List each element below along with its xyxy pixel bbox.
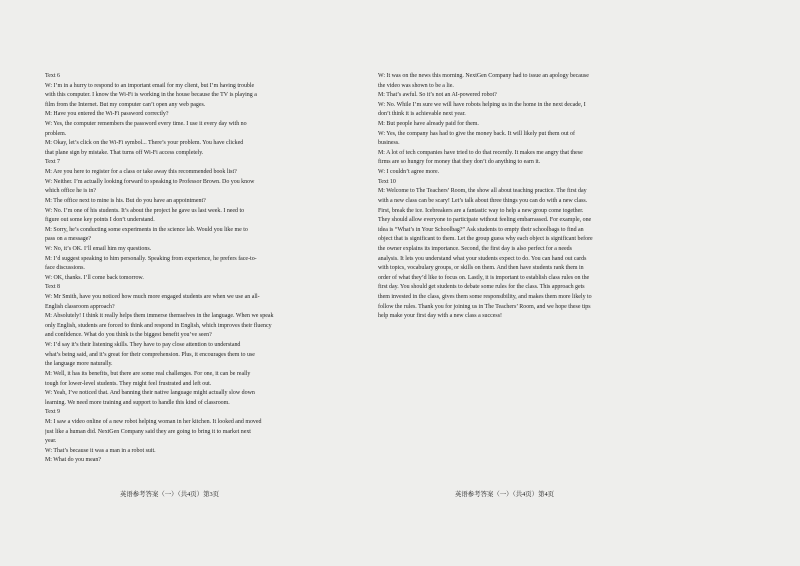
- page-footer-right: 英语参考答案（一）（共4页）第4页: [455, 491, 555, 498]
- left-column: [45, 72, 375, 466]
- text-line: M: The office next to mine is his. But do you have an appointment?: [45, 197, 206, 204]
- text-line: and confidence. What do you think is the biggest benefit you’ve seen?: [45, 332, 212, 339]
- text-line: W: No. I’m one of his students. It’s about the project he gave us last week. I need to: [45, 207, 245, 214]
- text-line: firms are so hungry for money that they don’t do anything to earn it.: [378, 159, 541, 166]
- text-line: First, break the ice. Icebreakers are a fantastic way to help a new group come together.: [378, 207, 584, 214]
- text-line: analysis. It lets you understand what your students expect to do. You can hand out cards: [378, 255, 587, 262]
- page-footer-left: 英语参考答案（一）（共4页）第3页: [120, 491, 220, 498]
- text-line: them invested in the class, gives them some responsibility, and makes them more likely to: [378, 294, 592, 301]
- text-line: W: That’s because it was a man in a robot suit.: [45, 447, 156, 454]
- text-line: M: Sorry, he’s conducting some experiments in the science lab. Would you like me to: [45, 226, 248, 233]
- text-line: M: I saw a video online of a new robot helping woman in her kitchen. It looked and moved: [45, 418, 262, 425]
- text-line: the owner explains its importance. Second, the first day is also perfect for a needs: [378, 245, 572, 252]
- text-line: what’s being said, and it’s great for their comprehension. Plus, it encourages them to use: [45, 351, 255, 358]
- section-heading: Text 9: [45, 409, 60, 416]
- text-line: W: Neither. I’m actually looking forward to speaking to Professor Brown. Do you know: [45, 178, 255, 185]
- text-line: M: Welcome to The Teachers’ Room, the show all about teaching practice. The first day: [378, 188, 587, 195]
- text-line: business.: [378, 140, 400, 147]
- section-heading: Text 7: [45, 159, 60, 166]
- text-line: They should allow everyone to participate without feeling embarrassed. For example, one: [378, 217, 592, 224]
- text-line: W: It was on the news this morning. NextGen Company had to issue an apology because: [378, 73, 589, 79]
- text-line: help make your first day with a new class a success!: [378, 313, 502, 320]
- text-line: W: No, it’s OK. I’ll email him my questions.: [45, 245, 152, 252]
- text-line: M: I’d suggest speaking to him personally. Speaking from experience, he prefers face-to-: [45, 255, 257, 262]
- text-line: pass on a message?: [45, 236, 92, 243]
- text-line: M: Are you here to register for a class or take away this recommended book list?: [45, 169, 237, 176]
- section-heading: Text 10: [378, 178, 396, 185]
- text-line: W: I’d say it’s their listening skills. They have to pay close attention to understand: [45, 342, 241, 349]
- text-line: with topics, vocabulary groups, or skills on them. And then have students rank them in: [378, 265, 584, 272]
- text-line: M: A lot of tech companies have tried to do that recently. It makes me angry that these: [378, 149, 583, 156]
- text-line: M: That’s awful. So it’s not an AI-powered robot?: [378, 92, 497, 99]
- text-line: follow the rules. Thank you for joining us in The Teachers’ Room, and we hope these tips: [378, 303, 591, 310]
- text-line: year.: [45, 438, 57, 445]
- text-line: M: Well, it has its benefits, but there are some real challenges. For one, it can be really: [45, 370, 251, 377]
- text-line: W: Yes, the computer remembers the password every time. I use it every day with no: [45, 121, 247, 128]
- text-line: M: Absolutely! I think it really helps them immerse themselves in the language. When we speak: [45, 313, 274, 320]
- text-line: English classroom approach?: [45, 303, 115, 310]
- text-line: W: I couldn’t agree more.: [378, 169, 440, 176]
- text-line: the language more naturally.: [45, 361, 113, 368]
- text-line: W: I’m in a hurry to respond to an important email for my client, but I’m having trouble: [45, 82, 255, 89]
- text-line: M: Okay, let’s click on the Wi-Fi symbol... There’s your problem. You have clicked: [45, 140, 244, 147]
- text-line: face discussions.: [45, 265, 85, 272]
- text-line: the video was shown to be a lie.: [378, 82, 454, 89]
- text-line: with a new class can be scary! Let’s talk about three things you can do with a new class.: [378, 197, 588, 204]
- text-line: figure out some key points I don’t understand.: [45, 217, 155, 224]
- text-line: don’t think it is achievable next year.: [378, 111, 466, 118]
- text-line: idea is “What’s in Your Schoolbag?” Ask students to empty their schoolbags to find an: [378, 226, 584, 233]
- text-line: W: No. While I’m sure we will have robots helping us in the home in the next decade, I: [378, 101, 586, 108]
- text-line: problem.: [45, 130, 67, 137]
- section-heading: Text 6: [45, 73, 60, 79]
- right-column: [378, 72, 708, 322]
- text-line: M: Have you entered the Wi-Fi password correctly?: [45, 111, 169, 118]
- text-line: tough for lower-level students. They might feel frustrated and left out.: [45, 380, 212, 387]
- text-line: learning. We need more training and support to handle this kind of classroom.: [45, 399, 230, 406]
- text-line: W: Yeah, I’ve noticed that. And banning their native language might actually slow down: [45, 390, 255, 397]
- text-line: order of what they’d like to focus on. Lastly, it is important to establish class rules on the: [378, 274, 590, 281]
- text-line: M: But people have already paid for them.: [378, 121, 479, 128]
- text-line: only English, students are forced to think and respond in English, which improves their fluency: [45, 322, 272, 329]
- text-line: first day. You should get students to debate some rules for the class. This approach gets: [378, 284, 585, 291]
- text-line: M: What do you mean?: [45, 457, 101, 464]
- text-line: object that is significant to them. Let the group guess why each object is significant before: [378, 236, 593, 243]
- section-heading: Text 8: [45, 284, 60, 291]
- text-line: which office he is in?: [45, 188, 97, 195]
- text-line: just like a human did. NextGen Company said they are going to bring it to market next: [45, 428, 251, 435]
- text-line: that plane sign by mistake. That turns off Wi-Fi access completely.: [45, 149, 204, 156]
- text-line: W: OK, thanks. I’ll come back tomorrow.: [45, 274, 144, 281]
- text-line: with this computer. I know the Wi-Fi is working in the house because the TV is playing a: [45, 92, 257, 99]
- text-line: film from the Internet. But my computer can’t open any web pages.: [45, 101, 206, 108]
- text-line: W: Mr Smith, have you noticed how much more engaged students are when we use an all-: [45, 294, 260, 301]
- text-line: W: Yes, the company has had to give the money back. It will likely put them out of: [378, 130, 575, 137]
